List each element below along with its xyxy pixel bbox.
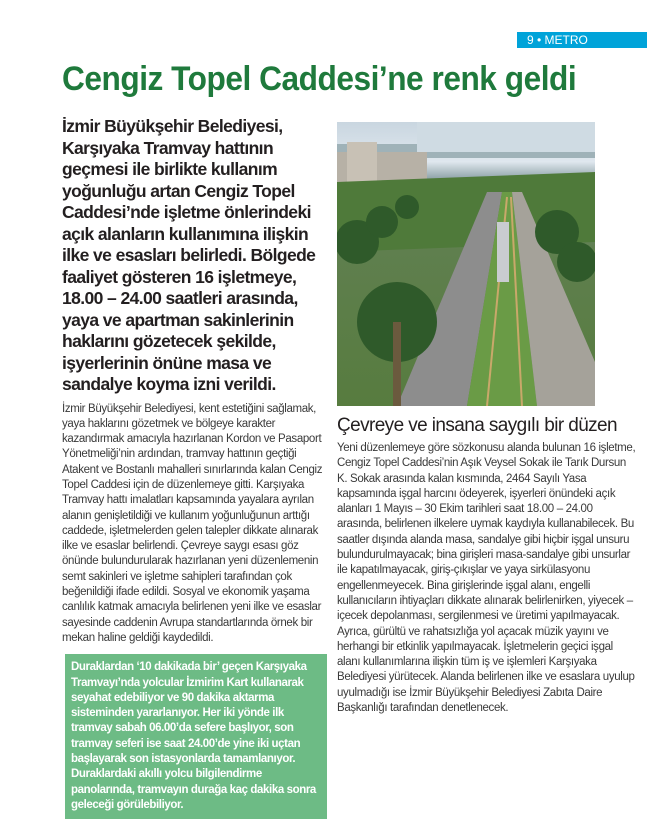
article-body-right: Yeni düzenlemeye göre sözkonusu alanda bulunan 16 işletme, Cengiz Topel Caddesi’nin Aşık Veysel Sokak ile Tarık Dursun K. Sokak arasında kalan kısmında, 2464 Sayılı Yasa kapsamında işgal harcını ödeyerek, işyerleri önündeki açık alanları 1 Mayıs – 30 Ekim tarihleri saat 18.00 – 24.00 arasında, belirlenen ilkelere uymak kaydıyla kullanabilecek. Bu saatler dışında alanda masa, sandalye gibi hiçbir işgal unsuru bulundurulmayacak; bina girişleri masa-sandalye gibi unsurlar ile kapatılmayacak, giriş-çıkışlar ve yaya sirkülasyonu engellenmeyecek. Bina girişlerinde işgal alanı, engelli kullanıcıların ihtiyaçları dikkate alınarak belirlenirken, yiyecek –içecek depolanması, sergilenmesi ve üretimi yapılmayacak. Ayrıca, gürültü ve rahatsızlığa yol açacak müzik yayını ve herhangi bir etkinlik yapılmayacak. İşletmelerin geçici işgal alanı kullanımlarına ilişkin tüm iş ve işlemleri Karşıyaka Belediyesi yürütecek. Alanda belirlenen ilke ve esaslara uyulup uyulmadığı ise İzmir Büyükşehir Belediyesi Zabıta Daire Başkanlığı tarafından denetlenecek. xyxy=(337,442,636,715)
info-box-text: Duraklardan ‘10 dakikada bir’ geçen Karşıyaka Tramvayı’nda yolcular İzmirim Kart kullanarak seyahat edebiliyor ve 90 dakika aktarma sisteminden yararlanıyor. Her iki yönde ilk tramvay sabah 06.00’da sefere başlıyor, son tramvay seferi ise saat 24.00’de yine iki uçtan başlayarak son istasyonlarda tamamlanıyor. Duraklardaki akıllı yolcu bilgilendirme panolarında, tramvayın durağa kaç dakika sonra geleceği görülebiliyor. xyxy=(71,661,316,811)
article-subheading: Çevreye ve insana saygılı bir düzen xyxy=(337,415,617,436)
tramway-street-photo xyxy=(337,122,595,406)
left-column xyxy=(62,116,327,819)
article-title: Cengiz Topel Caddesi’ne renk geldi xyxy=(62,60,577,98)
article-lead: İzmir Büyükşehir Belediyesi, Karşıyaka Tramvay hattının geçmesi ile birlikte kullanım yoğunluğu artan Cengiz Topel Caddesi’nde işletme önlerindeki açık alanların kullanımına ilişkin ilke ve esasları belirledi. Bölgede faaliyet gösteren 16 işletmeye, 18.00 – 24.00 saatleri arasında, yaya ve apartman sakinlerinin haklarını gözetecek şekilde, işyerlerinin önüne masa ve sandalye koyma izni verildi. xyxy=(62,116,316,394)
photo-illustration xyxy=(337,122,595,406)
right-column xyxy=(337,122,637,716)
article-body-left: İzmir Büyükşehir Belediyesi, kent estetiğini sağlamak, yaya haklarını gözetmek ve bölgeye karakter kazandırmak amacıyla hazırlanan Kordon ve Pasaport Yönetmeliği’nin ardından, tramvay hattının geçtiği Atakent ve Bostanlı mahalleri sınırlarında kalan Cengiz Topel Caddesi için de düzenlemeye gitti. Karşıyaka Tramvay hattı imalatları kapsamında yayalara ayrılan alanın genişletildiği ve kullanım yoğunluğunun arttığı caddede, işletmelerden gelen talepler dikkate alınarak ilke ve esaslar belirlendi. Çevreye saygı esası göz önünde bulundurularak hazırlanan yeni düzenlemenin semt sakinleri ve işletme sahipleri tarafından çok beğenildiği ifade edildi. Sosyal ve ekonomik yaşama canlılık katmak amacıyla belirlenen yeni ilke ve esaslar sayesinde caddenin Avrupa standartlarında örnek bir mekan haline geldiği kaydedildi. xyxy=(62,402,323,644)
info-box xyxy=(65,654,327,819)
section-tag: 9 • METRO xyxy=(517,32,647,48)
